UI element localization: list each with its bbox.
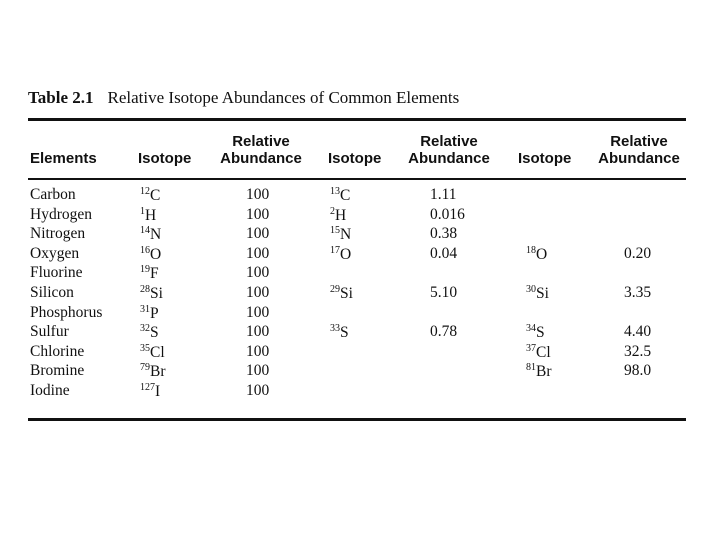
- mass-number: 31: [140, 303, 150, 315]
- abundance-3: 4.40: [624, 323, 652, 341]
- element-symbol: Cl: [150, 343, 165, 361]
- header-isotope-3: Isotope: [518, 150, 572, 167]
- element-name: Fluorine: [30, 264, 83, 282]
- element-symbol: C: [340, 187, 351, 204]
- isotope-2: [330, 284, 353, 303]
- element-symbol: S: [150, 324, 159, 342]
- isotope-1: [140, 362, 166, 381]
- abundance-1: 100: [246, 264, 270, 282]
- element-name: Iodine: [30, 382, 70, 399]
- element-name: Carbon: [30, 186, 76, 203]
- mass-number: 34: [526, 323, 536, 335]
- mass-number: 13: [330, 186, 340, 197]
- mass-number: 81: [526, 362, 536, 374]
- element-symbol: Cl: [536, 343, 551, 361]
- element-name: Phosphorus: [30, 303, 103, 321]
- table-top-rule: [28, 118, 686, 121]
- header-relative-abundance-2: [406, 133, 492, 167]
- abundance-1: 100: [246, 362, 270, 380]
- abundance-3: 0.20: [624, 244, 652, 262]
- table-number: Table 2.1: [28, 88, 94, 107]
- mass-number: 32: [140, 323, 150, 335]
- isotope-1: [140, 186, 160, 205]
- mass-number: 30: [526, 284, 536, 295]
- header-isotope-2: Isotope: [328, 150, 382, 167]
- mass-number: 18: [526, 244, 536, 256]
- abundance-1: 100: [246, 323, 270, 341]
- element-name: Sulfur: [30, 323, 69, 341]
- isotope-1: [140, 323, 159, 342]
- abundance-3: 3.35: [624, 284, 652, 301]
- abundance-3: 98.0: [624, 362, 652, 380]
- mass-number: 15: [330, 225, 340, 237]
- isotope-3: [526, 284, 549, 303]
- element-name: Oxygen: [30, 244, 80, 262]
- table-header-rule: [28, 178, 686, 180]
- element-symbol: H: [335, 206, 347, 224]
- mass-number: 17: [330, 244, 340, 256]
- element-symbol: H: [145, 206, 157, 224]
- element-symbol: I: [155, 383, 161, 400]
- mass-number: 1: [140, 205, 145, 217]
- element-symbol: C: [150, 187, 161, 204]
- isotope-2: [330, 186, 350, 205]
- element-name: Bromine: [30, 362, 85, 380]
- isotope-2: [330, 225, 351, 244]
- element-symbol: Si: [536, 285, 549, 302]
- isotope-3: [526, 323, 545, 342]
- table-bottom-rule: [28, 418, 686, 421]
- table-caption: [28, 88, 459, 108]
- isotope-1: [140, 225, 161, 244]
- mass-number: 2: [330, 205, 335, 217]
- header-relative-2: Relative: [420, 133, 478, 150]
- element-symbol: Br: [536, 363, 552, 381]
- element-name: Hydrogen: [30, 205, 92, 223]
- mass-number: 33: [330, 323, 340, 335]
- abundance-1: 100: [246, 284, 270, 301]
- isotope-1: [140, 284, 163, 303]
- mass-number: 29: [330, 284, 340, 295]
- abundance-2: 0.38: [430, 225, 458, 243]
- mass-number: 35: [140, 342, 150, 354]
- header-relative-abundance-1: [218, 133, 304, 167]
- element-symbol: O: [340, 245, 352, 263]
- header-abundance-1: Abundance: [220, 150, 302, 167]
- table-title: Relative Isotope Abundances of Common Elements: [107, 88, 460, 107]
- abundance-2: 0.78: [430, 323, 458, 341]
- isotope-1: [140, 382, 160, 401]
- isotope-1: [140, 304, 159, 323]
- abundance-1: 100: [246, 342, 270, 360]
- abundance-2: 0.016: [430, 205, 465, 223]
- element-name: Silicon: [30, 284, 74, 301]
- isotope-3: [526, 343, 551, 362]
- header-relative-abundance-3: [596, 133, 682, 167]
- element-symbol: S: [536, 324, 545, 342]
- isotope-2: [330, 206, 346, 225]
- element-symbol: P: [150, 304, 159, 322]
- element-symbol: N: [150, 226, 162, 244]
- abundance-1: 100: [246, 225, 270, 243]
- isotope-1: [140, 206, 156, 225]
- element-symbol: O: [150, 245, 162, 263]
- element-symbol: Si: [150, 285, 163, 302]
- abundance-3: 32.5: [624, 342, 652, 360]
- element-symbol: Br: [150, 363, 166, 381]
- isotope-3: [526, 245, 547, 264]
- abundance-1: 100: [246, 303, 270, 321]
- mass-number: 37: [526, 342, 536, 354]
- isotope-1: [140, 245, 161, 264]
- element-symbol: F: [150, 265, 159, 283]
- isotope-3: [526, 362, 552, 381]
- element-symbol: O: [536, 245, 548, 263]
- isotope-2: [330, 323, 349, 342]
- mass-number: 79: [140, 362, 150, 374]
- header-isotope-1: Isotope: [138, 150, 192, 167]
- abundance-2: 5.10: [430, 284, 458, 301]
- mass-number: 16: [140, 244, 150, 256]
- mass-number: 19: [140, 264, 150, 276]
- abundance-1: 100: [246, 186, 270, 203]
- abundance-2: 1.11: [430, 186, 457, 203]
- header-relative-1: Relative: [232, 133, 290, 150]
- element-symbol: N: [340, 226, 352, 244]
- abundance-2: 0.04: [430, 244, 458, 262]
- header-elements: Elements: [30, 150, 97, 167]
- element-symbol: Si: [340, 285, 353, 302]
- mass-number: 12: [140, 186, 150, 197]
- header-abundance-2: Abundance: [408, 150, 490, 167]
- header-relative-3: Relative: [610, 133, 668, 150]
- abundance-1: 100: [246, 244, 270, 262]
- mass-number: 28: [140, 284, 150, 295]
- isotope-1: [140, 343, 165, 362]
- element-name: Nitrogen: [30, 225, 86, 243]
- element-name: Chlorine: [30, 342, 85, 360]
- isotope-1: [140, 264, 159, 283]
- isotope-2: [330, 245, 351, 264]
- abundance-1: 100: [246, 382, 270, 399]
- mass-number: 14: [140, 225, 150, 237]
- abundance-1: 100: [246, 205, 270, 223]
- header-abundance-3: Abundance: [598, 150, 680, 167]
- element-symbol: S: [340, 324, 349, 342]
- mass-number: 127: [140, 382, 155, 393]
